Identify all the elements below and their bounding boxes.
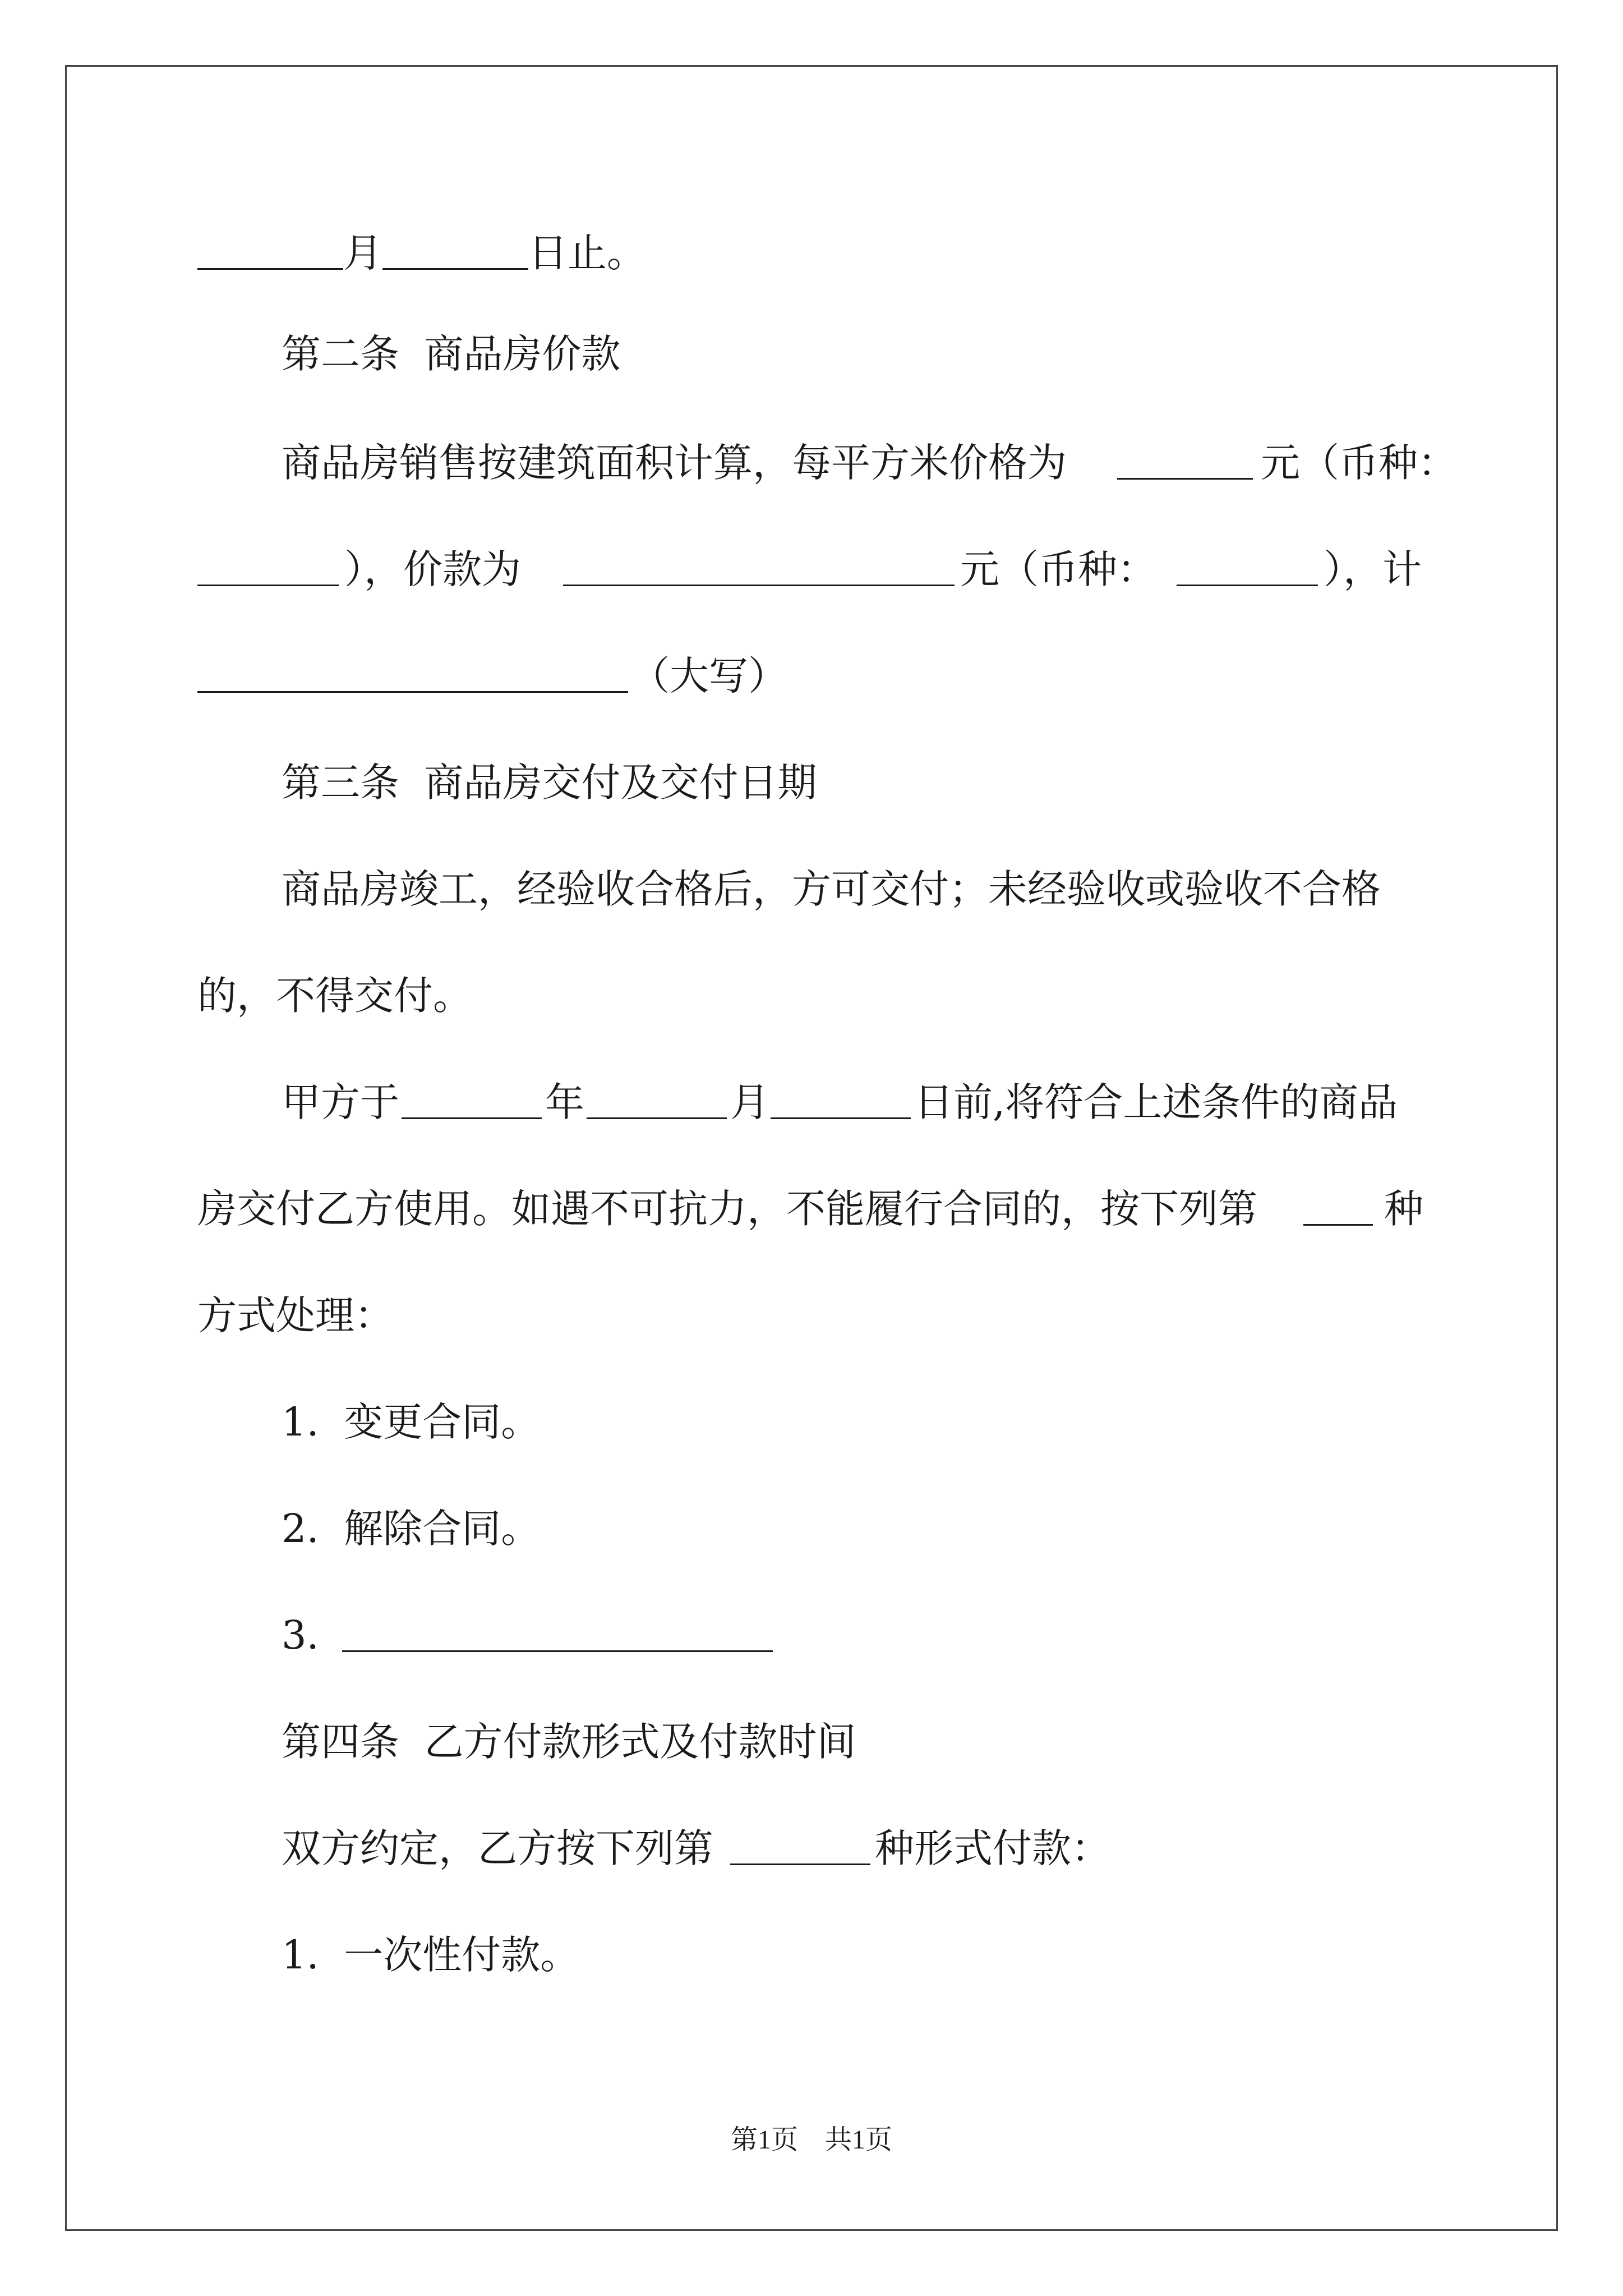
blank-field[interactable]: [730, 1864, 870, 1865]
doc-line-11: [0, 1285, 1623, 1346]
line-text: 月: [343, 230, 382, 276]
line-text: 商品房竣工，经验收合格后，方可交付；未经验收或验收不合格: [282, 866, 1381, 912]
line-text: 年: [545, 1079, 584, 1125]
doc-line-7: [0, 858, 1623, 920]
page-number: 第1页: [730, 2125, 798, 2155]
line-text: 元（币种：: [960, 546, 1156, 592]
blank-field[interactable]: [563, 585, 955, 586]
doc-line-16: [0, 1818, 1623, 1879]
line-text: 月: [730, 1079, 769, 1125]
blank-field[interactable]: [1117, 478, 1253, 480]
blank-field[interactable]: [382, 268, 528, 270]
line-text: 1. 变更合同。: [282, 1399, 541, 1445]
line-text: 的，不得交付。: [197, 973, 472, 1019]
blank-field[interactable]: [197, 268, 343, 270]
doc-line-5: [0, 645, 1623, 707]
blank-field[interactable]: [342, 1650, 773, 1652]
line-text: 2. 解除合同。: [282, 1506, 541, 1552]
line-text: ），价款为: [344, 546, 521, 592]
line-text: 双方约定，乙方按下列第: [282, 1825, 713, 1871]
line-text: 方式处理：: [197, 1292, 394, 1338]
line-text: （大写）: [630, 653, 787, 699]
list-item: [0, 1924, 1623, 1986]
line-text: 日前,将符合上述条件的商品: [914, 1079, 1398, 1125]
page-border: [65, 65, 1558, 2231]
line-text: 日止。: [528, 230, 646, 276]
blank-field[interactable]: [587, 1117, 727, 1119]
line-text: 种形式付款：: [875, 1825, 1110, 1871]
doc-line-10: [0, 1178, 1623, 1240]
blank-field[interactable]: [1303, 1224, 1373, 1226]
doc-line-3: [0, 432, 1623, 494]
line-text: 种: [1384, 1186, 1423, 1232]
page-total: 共1页: [825, 2125, 893, 2155]
list-item: [0, 1498, 1623, 1559]
line-text: 商品房销售按建筑面积计算，每平方米价格为: [282, 440, 1067, 486]
list-item: [0, 1604, 1623, 1666]
doc-line-4: [0, 539, 1623, 600]
doc-line-9: [0, 1071, 1623, 1133]
blank-field[interactable]: [1177, 585, 1318, 586]
line-text: 1. 一次性付款。: [282, 1932, 580, 1978]
blank-field[interactable]: [197, 691, 628, 693]
section-heading: [0, 752, 1623, 813]
section-heading: [0, 1711, 1623, 1773]
blank-field[interactable]: [402, 1117, 542, 1119]
line-text: 第二条 商品房价款: [282, 331, 621, 377]
line-text: 第四条 乙方付款形式及付款时间: [282, 1719, 856, 1765]
blank-field[interactable]: [197, 585, 339, 586]
line-text: 3.: [282, 1612, 319, 1658]
list-item: [0, 1391, 1623, 1453]
line-text: 甲方于: [282, 1079, 399, 1125]
blank-field[interactable]: [771, 1117, 911, 1119]
line-text: ），计: [1324, 546, 1422, 592]
line-text: 元（币种：: [1261, 440, 1457, 486]
line-text: 房交付乙方使用。如遇不可抗力，不能履行合同的，按下列第: [197, 1186, 1257, 1232]
page-footer: [0, 2120, 1623, 2160]
doc-line-8: [0, 965, 1623, 1027]
section-heading: [0, 323, 1623, 385]
doc-line-1: [0, 222, 1623, 284]
line-text: 第三条 商品房交付及交付日期: [282, 760, 817, 806]
